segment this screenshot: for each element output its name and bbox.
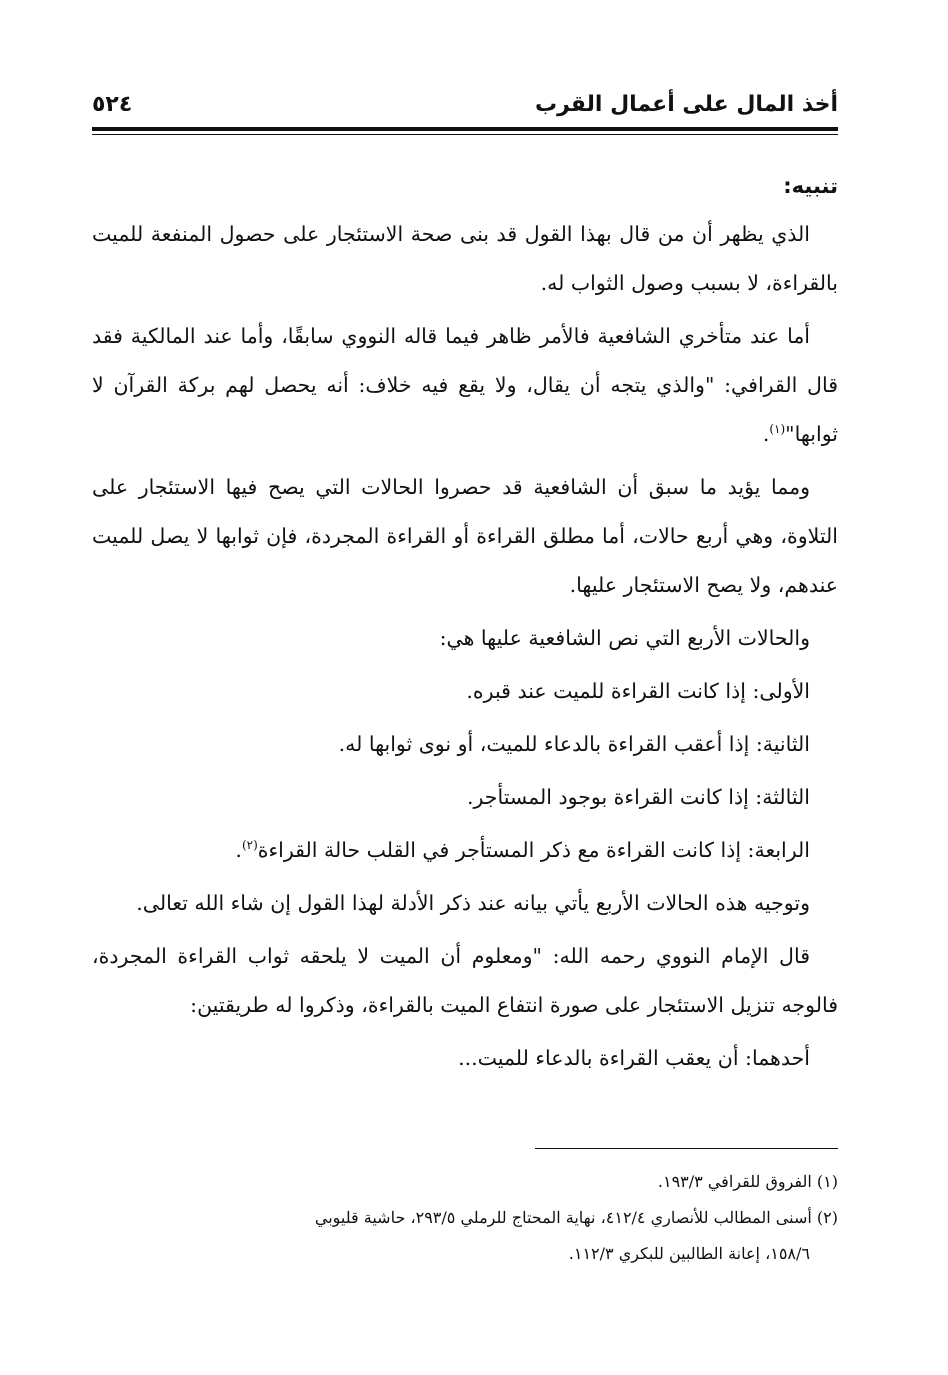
- header-rule-thick: [92, 127, 838, 131]
- paragraph-4: والحالات الأربع التي نص الشافعية عليها هي:: [439, 626, 810, 650]
- notice-heading: تنبيه:: [783, 174, 838, 198]
- case-4: [92, 826, 838, 875]
- paragraph-2: [92, 312, 838, 459]
- case-4-text: الرابعة: إذا كانت القراءة مع ذكر المستأجر في القلب حالة القراءة: [257, 838, 810, 862]
- paragraph-6: قال الإمام النووي رحمه الله: "ومعلوم أن الميت لا يلحقه ثواب القراءة المجردة، فالوجه تنزيل الاستئجار على صورة انتفاع الميت بالقراءة، وذكروا له طريقتين:: [92, 944, 838, 1017]
- case-4-end: .: [235, 838, 242, 862]
- footnote-ref-1[interactable]: (١): [769, 422, 786, 437]
- paragraph-2-text: أما عند متأخري الشافعية فالأمر ظاهر فيما قاله النووي سابقًا، وأما عند المالكية فقد قال القرافي: "والذي يتجه أن يقال، ولا يقع فيه خلاف: أنه يحصل لهم بركة القرآن لا ثوابها": [92, 324, 838, 446]
- case-1: الأولى: إذا كانت القراءة للميت عند قبره.: [466, 679, 810, 703]
- paragraph-7: أحدهما: أن يعقب القراءة بالدعاء للميت...: [458, 1046, 810, 1070]
- running-title: أخذ المال على أعمال القرب: [534, 92, 838, 117]
- footnote-separator: [535, 1148, 838, 1149]
- main-text: [92, 168, 838, 1087]
- case-3: الثالثة: إذا كانت القراءة بوجود المستأجر.: [466, 785, 810, 809]
- page-header: [92, 88, 838, 128]
- footnotes: [92, 1164, 838, 1272]
- paragraph-1: الذي يظهر أن من قال بهذا القول قد بنى صحة الاستئجار على حصول المنفعة للميت بالقراءة، لا بسبب وصول الثواب له.: [92, 222, 838, 295]
- footnote-2-line-2: ١٥٨/٦، إعانة الطالبين للبكري ١١٢/٣.: [568, 1244, 810, 1263]
- footnote-ref-2[interactable]: (٢): [241, 838, 258, 853]
- case-2: الثانية: إذا أعقب القراءة بالدعاء للميت، أو نوى ثوابها له.: [338, 732, 810, 756]
- footnote-2-line-1: (٢) أسنى المطالب للأنصاري ٤١٢/٤، نهاية المحتاج للرملي ٢٩٣/٥، حاشية قليوبي: [314, 1208, 838, 1227]
- page-number: ٥٢٤: [92, 92, 133, 117]
- paragraph-2-end: .: [762, 422, 770, 446]
- paragraph-3: ومما يؤيد ما سبق أن الشافعية قد حصروا الحالات التي يصح فيها الاستئجار على التلاوة، وهي أربع حالات، أما مطلق القراءة أو القراءة المجردة، فإن ثوابها لا يصل للميت عندهم، ولا يصح الاستئجار عليها.: [92, 475, 838, 597]
- paragraph-5: وتوجيه هذه الحالات الأربع يأتي بيانه عند ذكر الأدلة لهذا القول إن شاء الله تعالى.: [136, 891, 810, 915]
- header-rule-thin: [92, 134, 838, 135]
- footnote-1: (١) الفروق للقرافي ١٩٣/٣.: [657, 1172, 838, 1191]
